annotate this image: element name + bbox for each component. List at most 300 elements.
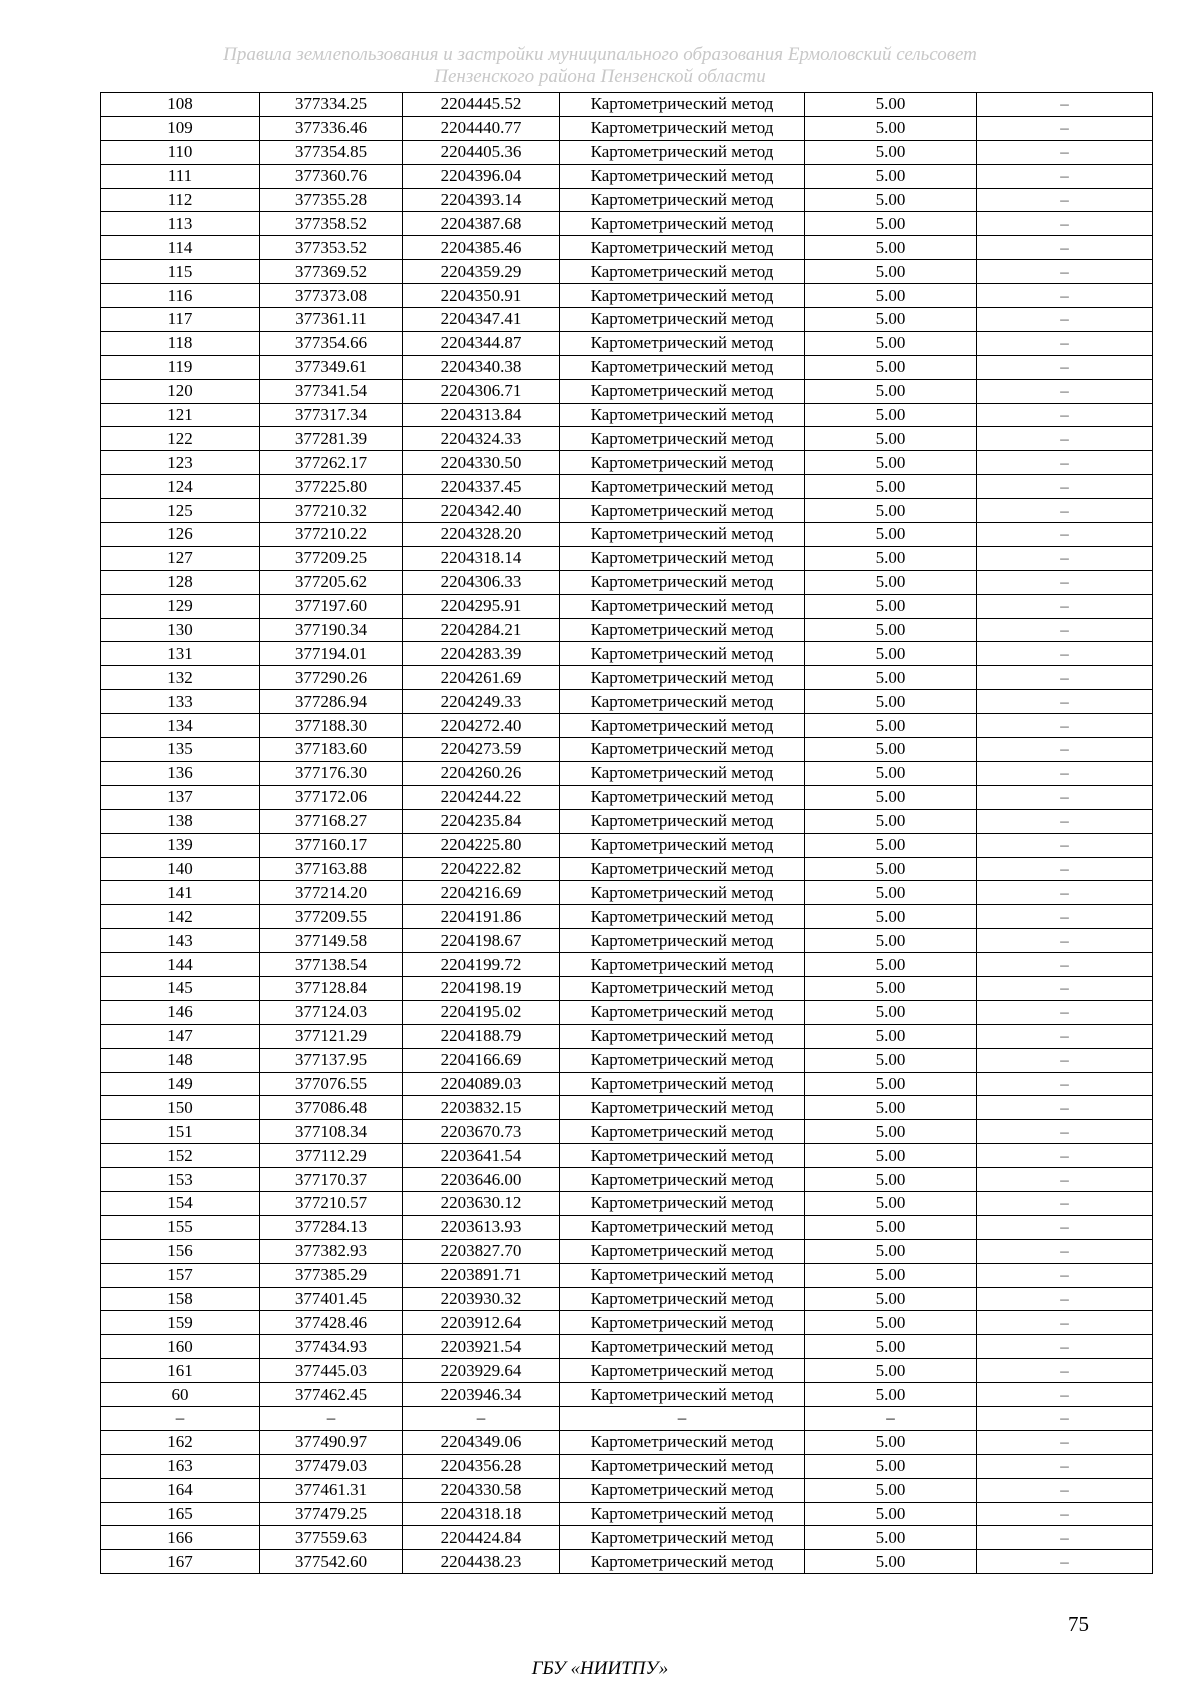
- y-coordinate-cell: 2204225.80: [403, 833, 560, 857]
- accuracy-cell: 5.00: [805, 1048, 977, 1072]
- table-row: [101, 1239, 1153, 1263]
- table-row: [101, 1454, 1153, 1478]
- note-cell: –: [977, 427, 1153, 451]
- table-row: [101, 1550, 1153, 1574]
- x-coordinate-cell: 377361.11: [260, 308, 403, 332]
- note-cell: –: [977, 546, 1153, 570]
- x-coordinate-cell: 377445.03: [260, 1359, 403, 1383]
- accuracy-cell: 5.00: [805, 1287, 977, 1311]
- note-cell: –: [977, 857, 1153, 881]
- note-cell: –: [977, 738, 1153, 762]
- point-number-cell: 134: [101, 714, 260, 738]
- note-cell: –: [977, 1120, 1153, 1144]
- y-coordinate-cell: 2204235.84: [403, 809, 560, 833]
- note-cell: –: [977, 1478, 1153, 1502]
- x-coordinate-cell: 377358.52: [260, 212, 403, 236]
- accuracy-cell: 5.00: [805, 1000, 977, 1024]
- note-cell: –: [977, 1550, 1153, 1574]
- point-number-cell: 133: [101, 690, 260, 714]
- accuracy-cell: 5.00: [805, 594, 977, 618]
- method-cell: Картометрический метод: [560, 236, 805, 260]
- table-row: [101, 833, 1153, 857]
- note-cell: –: [977, 1239, 1153, 1263]
- table-row: [101, 714, 1153, 738]
- accuracy-cell: 5.00: [805, 833, 977, 857]
- method-cell: Картометрический метод: [560, 809, 805, 833]
- note-cell: –: [977, 331, 1153, 355]
- note-cell: –: [977, 1096, 1153, 1120]
- method-cell: Картометрический метод: [560, 284, 805, 308]
- coordinates-table-body: [101, 93, 1153, 1574]
- point-number-cell: 109: [101, 116, 260, 140]
- table-row: [101, 1406, 1153, 1430]
- accuracy-cell: 5.00: [805, 499, 977, 523]
- note-cell: –: [977, 1359, 1153, 1383]
- point-number-cell: 112: [101, 188, 260, 212]
- y-coordinate-cell: 2204337.45: [403, 475, 560, 499]
- accuracy-cell: 5.00: [805, 881, 977, 905]
- accuracy-cell: 5.00: [805, 738, 977, 762]
- point-number-cell: 149: [101, 1072, 260, 1096]
- point-number-cell: 131: [101, 642, 260, 666]
- method-cell: Картометрический метод: [560, 1191, 805, 1215]
- x-coordinate-cell: 377176.30: [260, 761, 403, 785]
- note-cell: –: [977, 1000, 1153, 1024]
- accuracy-cell: 5.00: [805, 1120, 977, 1144]
- x-coordinate-cell: 377210.32: [260, 499, 403, 523]
- point-number-cell: 146: [101, 1000, 260, 1024]
- y-coordinate-cell: 2204261.69: [403, 666, 560, 690]
- method-cell: Картометрический метод: [560, 1502, 805, 1526]
- point-number-cell: –: [101, 1406, 260, 1430]
- accuracy-cell: 5.00: [805, 618, 977, 642]
- method-cell: Картометрический метод: [560, 1359, 805, 1383]
- x-coordinate-cell: 377149.58: [260, 929, 403, 953]
- accuracy-cell: 5.00: [805, 1239, 977, 1263]
- table-row: [101, 690, 1153, 714]
- table-row: [101, 1120, 1153, 1144]
- method-cell: Картометрический метод: [560, 93, 805, 117]
- method-cell: Картометрический метод: [560, 857, 805, 881]
- method-cell: Картометрический метод: [560, 1215, 805, 1239]
- accuracy-cell: 5.00: [805, 116, 977, 140]
- table-row: [101, 642, 1153, 666]
- x-coordinate-cell: 377341.54: [260, 379, 403, 403]
- point-number-cell: 60: [101, 1383, 260, 1407]
- y-coordinate-cell: 2204166.69: [403, 1048, 560, 1072]
- x-coordinate-cell: 377559.63: [260, 1526, 403, 1550]
- accuracy-cell: 5.00: [805, 570, 977, 594]
- accuracy-cell: 5.00: [805, 1502, 977, 1526]
- table-row: [101, 212, 1153, 236]
- point-number-cell: 130: [101, 618, 260, 642]
- table-row: [101, 570, 1153, 594]
- method-cell: Картометрический метод: [560, 1526, 805, 1550]
- table-row: [101, 1191, 1153, 1215]
- table-row: [101, 379, 1153, 403]
- table-row: [101, 905, 1153, 929]
- table-row: [101, 403, 1153, 427]
- y-coordinate-cell: 2204318.14: [403, 546, 560, 570]
- note-cell: –: [977, 1287, 1153, 1311]
- accuracy-cell: 5.00: [805, 1311, 977, 1335]
- y-coordinate-cell: 2204198.67: [403, 929, 560, 953]
- table-row: [101, 284, 1153, 308]
- y-coordinate-cell: 2204356.28: [403, 1454, 560, 1478]
- accuracy-cell: 5.00: [805, 1191, 977, 1215]
- point-number-cell: 156: [101, 1239, 260, 1263]
- table-row: [101, 953, 1153, 977]
- x-coordinate-cell: 377128.84: [260, 976, 403, 1000]
- note-cell: –: [977, 570, 1153, 594]
- y-coordinate-cell: 2204340.38: [403, 355, 560, 379]
- method-cell: Картометрический метод: [560, 1239, 805, 1263]
- x-coordinate-cell: 377479.25: [260, 1502, 403, 1526]
- point-number-cell: 162: [101, 1430, 260, 1454]
- note-cell: –: [977, 116, 1153, 140]
- x-coordinate-cell: 377462.45: [260, 1383, 403, 1407]
- note-cell: –: [977, 1454, 1153, 1478]
- method-cell: Картометрический метод: [560, 451, 805, 475]
- note-cell: –: [977, 714, 1153, 738]
- method-cell: Картометрический метод: [560, 1048, 805, 1072]
- method-cell: Картометрический метод: [560, 1287, 805, 1311]
- y-coordinate-cell: 2204306.71: [403, 379, 560, 403]
- point-number-cell: 129: [101, 594, 260, 618]
- y-coordinate-cell: 2204244.22: [403, 785, 560, 809]
- accuracy-cell: 5.00: [805, 1168, 977, 1192]
- accuracy-cell: 5.00: [805, 1024, 977, 1048]
- x-coordinate-cell: 377214.20: [260, 881, 403, 905]
- table-row: [101, 1024, 1153, 1048]
- note-cell: –: [977, 355, 1153, 379]
- accuracy-cell: 5.00: [805, 260, 977, 284]
- method-cell: –: [560, 1406, 805, 1430]
- note-cell: –: [977, 212, 1153, 236]
- x-coordinate-cell: 377461.31: [260, 1478, 403, 1502]
- table-row: [101, 1096, 1153, 1120]
- accuracy-cell: 5.00: [805, 905, 977, 929]
- y-coordinate-cell: 2204260.26: [403, 761, 560, 785]
- point-number-cell: 141: [101, 881, 260, 905]
- accuracy-cell: 5.00: [805, 642, 977, 666]
- y-coordinate-cell: 2204273.59: [403, 738, 560, 762]
- y-coordinate-cell: 2204385.46: [403, 236, 560, 260]
- point-number-cell: 128: [101, 570, 260, 594]
- x-coordinate-cell: 377188.30: [260, 714, 403, 738]
- note-cell: –: [977, 690, 1153, 714]
- table-row: [101, 785, 1153, 809]
- note-cell: –: [977, 1072, 1153, 1096]
- point-number-cell: 116: [101, 284, 260, 308]
- x-coordinate-cell: 377349.61: [260, 355, 403, 379]
- x-coordinate-cell: 377542.60: [260, 1550, 403, 1574]
- accuracy-cell: 5.00: [805, 1550, 977, 1574]
- method-cell: Картометрический метод: [560, 642, 805, 666]
- method-cell: Картометрический метод: [560, 881, 805, 905]
- point-number-cell: 166: [101, 1526, 260, 1550]
- accuracy-cell: 5.00: [805, 188, 977, 212]
- table-row: [101, 355, 1153, 379]
- point-number-cell: 155: [101, 1215, 260, 1239]
- note-cell: –: [977, 93, 1153, 117]
- point-number-cell: 154: [101, 1191, 260, 1215]
- y-coordinate-cell: 2204324.33: [403, 427, 560, 451]
- x-coordinate-cell: 377262.17: [260, 451, 403, 475]
- method-cell: Картометрический метод: [560, 690, 805, 714]
- x-coordinate-cell: 377086.48: [260, 1096, 403, 1120]
- method-cell: Картометрический метод: [560, 260, 805, 284]
- note-cell: –: [977, 308, 1153, 332]
- y-coordinate-cell: 2203929.64: [403, 1359, 560, 1383]
- method-cell: Картометрический метод: [560, 1383, 805, 1407]
- note-cell: –: [977, 475, 1153, 499]
- point-number-cell: 138: [101, 809, 260, 833]
- point-number-cell: 142: [101, 905, 260, 929]
- x-coordinate-cell: 377210.22: [260, 523, 403, 547]
- x-coordinate-cell: 377076.55: [260, 1072, 403, 1096]
- note-cell: –: [977, 1048, 1153, 1072]
- table-row: [101, 1335, 1153, 1359]
- y-coordinate-cell: 2203641.54: [403, 1144, 560, 1168]
- table-row: [101, 499, 1153, 523]
- point-number-cell: 132: [101, 666, 260, 690]
- note-cell: –: [977, 1526, 1153, 1550]
- note-cell: –: [977, 284, 1153, 308]
- accuracy-cell: 5.00: [805, 451, 977, 475]
- accuracy-cell: 5.00: [805, 403, 977, 427]
- point-number-cell: 139: [101, 833, 260, 857]
- method-cell: Картометрический метод: [560, 594, 805, 618]
- note-cell: –: [977, 953, 1153, 977]
- method-cell: Картометрический метод: [560, 164, 805, 188]
- note-cell: –: [977, 1144, 1153, 1168]
- note-cell: –: [977, 1311, 1153, 1335]
- table-row: [101, 761, 1153, 785]
- method-cell: Картометрический метод: [560, 929, 805, 953]
- x-coordinate-cell: 377360.76: [260, 164, 403, 188]
- x-coordinate-cell: 377385.29: [260, 1263, 403, 1287]
- accuracy-cell: 5.00: [805, 929, 977, 953]
- y-coordinate-cell: 2203832.15: [403, 1096, 560, 1120]
- x-coordinate-cell: 377369.52: [260, 260, 403, 284]
- accuracy-cell: 5.00: [805, 164, 977, 188]
- point-number-cell: 143: [101, 929, 260, 953]
- note-cell: –: [977, 164, 1153, 188]
- y-coordinate-cell: 2203670.73: [403, 1120, 560, 1144]
- note-cell: –: [977, 403, 1153, 427]
- point-number-cell: 120: [101, 379, 260, 403]
- note-cell: –: [977, 1335, 1153, 1359]
- accuracy-cell: 5.00: [805, 1072, 977, 1096]
- method-cell: Картометрический метод: [560, 308, 805, 332]
- point-number-cell: 115: [101, 260, 260, 284]
- accuracy-cell: 5.00: [805, 1263, 977, 1287]
- note-cell: –: [977, 785, 1153, 809]
- x-coordinate-cell: 377354.85: [260, 140, 403, 164]
- accuracy-cell: 5.00: [805, 523, 977, 547]
- y-coordinate-cell: 2204284.21: [403, 618, 560, 642]
- point-number-cell: 135: [101, 738, 260, 762]
- point-number-cell: 137: [101, 785, 260, 809]
- y-coordinate-cell: 2204342.40: [403, 499, 560, 523]
- note-cell: –: [977, 1263, 1153, 1287]
- x-coordinate-cell: 377194.01: [260, 642, 403, 666]
- accuracy-cell: 5.00: [805, 857, 977, 881]
- accuracy-cell: 5.00: [805, 1430, 977, 1454]
- table-row: [101, 594, 1153, 618]
- y-coordinate-cell: 2203891.71: [403, 1263, 560, 1287]
- x-coordinate-cell: 377172.06: [260, 785, 403, 809]
- accuracy-cell: 5.00: [805, 1144, 977, 1168]
- x-coordinate-cell: 377382.93: [260, 1239, 403, 1263]
- table-row: [101, 1263, 1153, 1287]
- method-cell: Картометрический метод: [560, 546, 805, 570]
- table-row: [101, 427, 1153, 451]
- y-coordinate-cell: 2204222.82: [403, 857, 560, 881]
- point-number-cell: 126: [101, 523, 260, 547]
- point-number-cell: 167: [101, 1550, 260, 1574]
- method-cell: Картометрический метод: [560, 499, 805, 523]
- point-number-cell: 159: [101, 1311, 260, 1335]
- accuracy-cell: 5.00: [805, 953, 977, 977]
- table-row: [101, 1072, 1153, 1096]
- x-coordinate-cell: 377209.55: [260, 905, 403, 929]
- table-row: [101, 666, 1153, 690]
- method-cell: Картометрический метод: [560, 116, 805, 140]
- table-row: [101, 857, 1153, 881]
- point-number-cell: 113: [101, 212, 260, 236]
- x-coordinate-cell: 377336.46: [260, 116, 403, 140]
- header-line-1: Правила землепользования и застройки муниципального образования Ермоловский сельсовет: [223, 44, 977, 65]
- accuracy-cell: 5.00: [805, 1215, 977, 1239]
- note-cell: –: [977, 929, 1153, 953]
- x-coordinate-cell: 377108.34: [260, 1120, 403, 1144]
- x-coordinate-cell: 377210.57: [260, 1191, 403, 1215]
- method-cell: Картометрический метод: [560, 331, 805, 355]
- y-coordinate-cell: 2204330.50: [403, 451, 560, 475]
- x-coordinate-cell: 377354.66: [260, 331, 403, 355]
- point-number-cell: 161: [101, 1359, 260, 1383]
- x-coordinate-cell: 377112.29: [260, 1144, 403, 1168]
- table-row: [101, 1383, 1153, 1407]
- x-coordinate-cell: 377190.34: [260, 618, 403, 642]
- point-number-cell: 121: [101, 403, 260, 427]
- table-row: [101, 1144, 1153, 1168]
- method-cell: Картометрический метод: [560, 1000, 805, 1024]
- accuracy-cell: 5.00: [805, 1383, 977, 1407]
- point-number-cell: 117: [101, 308, 260, 332]
- y-coordinate-cell: 2204349.06: [403, 1430, 560, 1454]
- y-coordinate-cell: –: [403, 1406, 560, 1430]
- table-row: [101, 164, 1153, 188]
- point-number-cell: 119: [101, 355, 260, 379]
- method-cell: Картометрический метод: [560, 140, 805, 164]
- point-number-cell: 163: [101, 1454, 260, 1478]
- method-cell: Картометрический метод: [560, 1478, 805, 1502]
- point-number-cell: 122: [101, 427, 260, 451]
- note-cell: –: [977, 761, 1153, 785]
- y-coordinate-cell: 2204344.87: [403, 331, 560, 355]
- table-row: [101, 1048, 1153, 1072]
- method-cell: Картометрический метод: [560, 833, 805, 857]
- method-cell: Картометрический метод: [560, 355, 805, 379]
- method-cell: Картометрический метод: [560, 785, 805, 809]
- x-coordinate-cell: 377121.29: [260, 1024, 403, 1048]
- table-row: [101, 1168, 1153, 1192]
- table-row: [101, 236, 1153, 260]
- y-coordinate-cell: 2204313.84: [403, 403, 560, 427]
- y-coordinate-cell: 2204424.84: [403, 1526, 560, 1550]
- method-cell: Картометрический метод: [560, 976, 805, 1000]
- table-row: [101, 523, 1153, 547]
- table-row: [101, 116, 1153, 140]
- method-cell: Картометрический метод: [560, 427, 805, 451]
- x-coordinate-cell: 377353.52: [260, 236, 403, 260]
- point-number-cell: 144: [101, 953, 260, 977]
- y-coordinate-cell: 2204330.58: [403, 1478, 560, 1502]
- y-coordinate-cell: 2204272.40: [403, 714, 560, 738]
- table-row: [101, 1478, 1153, 1502]
- y-coordinate-cell: 2204393.14: [403, 188, 560, 212]
- y-coordinate-cell: 2204188.79: [403, 1024, 560, 1048]
- point-number-cell: 136: [101, 761, 260, 785]
- y-coordinate-cell: 2204328.20: [403, 523, 560, 547]
- method-cell: Картометрический метод: [560, 379, 805, 403]
- table-row: [101, 1526, 1153, 1550]
- point-number-cell: 153: [101, 1168, 260, 1192]
- accuracy-cell: 5.00: [805, 308, 977, 332]
- note-cell: –: [977, 523, 1153, 547]
- note-cell: –: [977, 1502, 1153, 1526]
- y-coordinate-cell: 2204283.39: [403, 642, 560, 666]
- accuracy-cell: 5.00: [805, 1359, 977, 1383]
- x-coordinate-cell: 377334.25: [260, 93, 403, 117]
- y-coordinate-cell: 2203613.93: [403, 1215, 560, 1239]
- note-cell: –: [977, 1430, 1153, 1454]
- y-coordinate-cell: 2204387.68: [403, 212, 560, 236]
- note-cell: –: [977, 451, 1153, 475]
- method-cell: Картометрический метод: [560, 1454, 805, 1478]
- table-row: [101, 1311, 1153, 1335]
- y-coordinate-cell: 2204318.18: [403, 1502, 560, 1526]
- accuracy-cell: 5.00: [805, 236, 977, 260]
- y-coordinate-cell: 2203827.70: [403, 1239, 560, 1263]
- point-number-cell: 110: [101, 140, 260, 164]
- accuracy-cell: 5.00: [805, 546, 977, 570]
- point-number-cell: 148: [101, 1048, 260, 1072]
- method-cell: Картометрический метод: [560, 666, 805, 690]
- method-cell: Картометрический метод: [560, 738, 805, 762]
- accuracy-cell: 5.00: [805, 284, 977, 308]
- accuracy-cell: 5.00: [805, 355, 977, 379]
- x-coordinate-cell: 377163.88: [260, 857, 403, 881]
- point-number-cell: 127: [101, 546, 260, 570]
- point-number-cell: 151: [101, 1120, 260, 1144]
- point-number-cell: 164: [101, 1478, 260, 1502]
- method-cell: Картометрический метод: [560, 1144, 805, 1168]
- y-coordinate-cell: 2204089.03: [403, 1072, 560, 1096]
- y-coordinate-cell: 2204216.69: [403, 881, 560, 905]
- x-coordinate-cell: 377124.03: [260, 1000, 403, 1024]
- point-number-cell: 165: [101, 1502, 260, 1526]
- table-row: [101, 881, 1153, 905]
- point-number-cell: 158: [101, 1287, 260, 1311]
- x-coordinate-cell: 377284.13: [260, 1215, 403, 1239]
- y-coordinate-cell: 2204306.33: [403, 570, 560, 594]
- y-coordinate-cell: 2203630.12: [403, 1191, 560, 1215]
- y-coordinate-cell: 2204350.91: [403, 284, 560, 308]
